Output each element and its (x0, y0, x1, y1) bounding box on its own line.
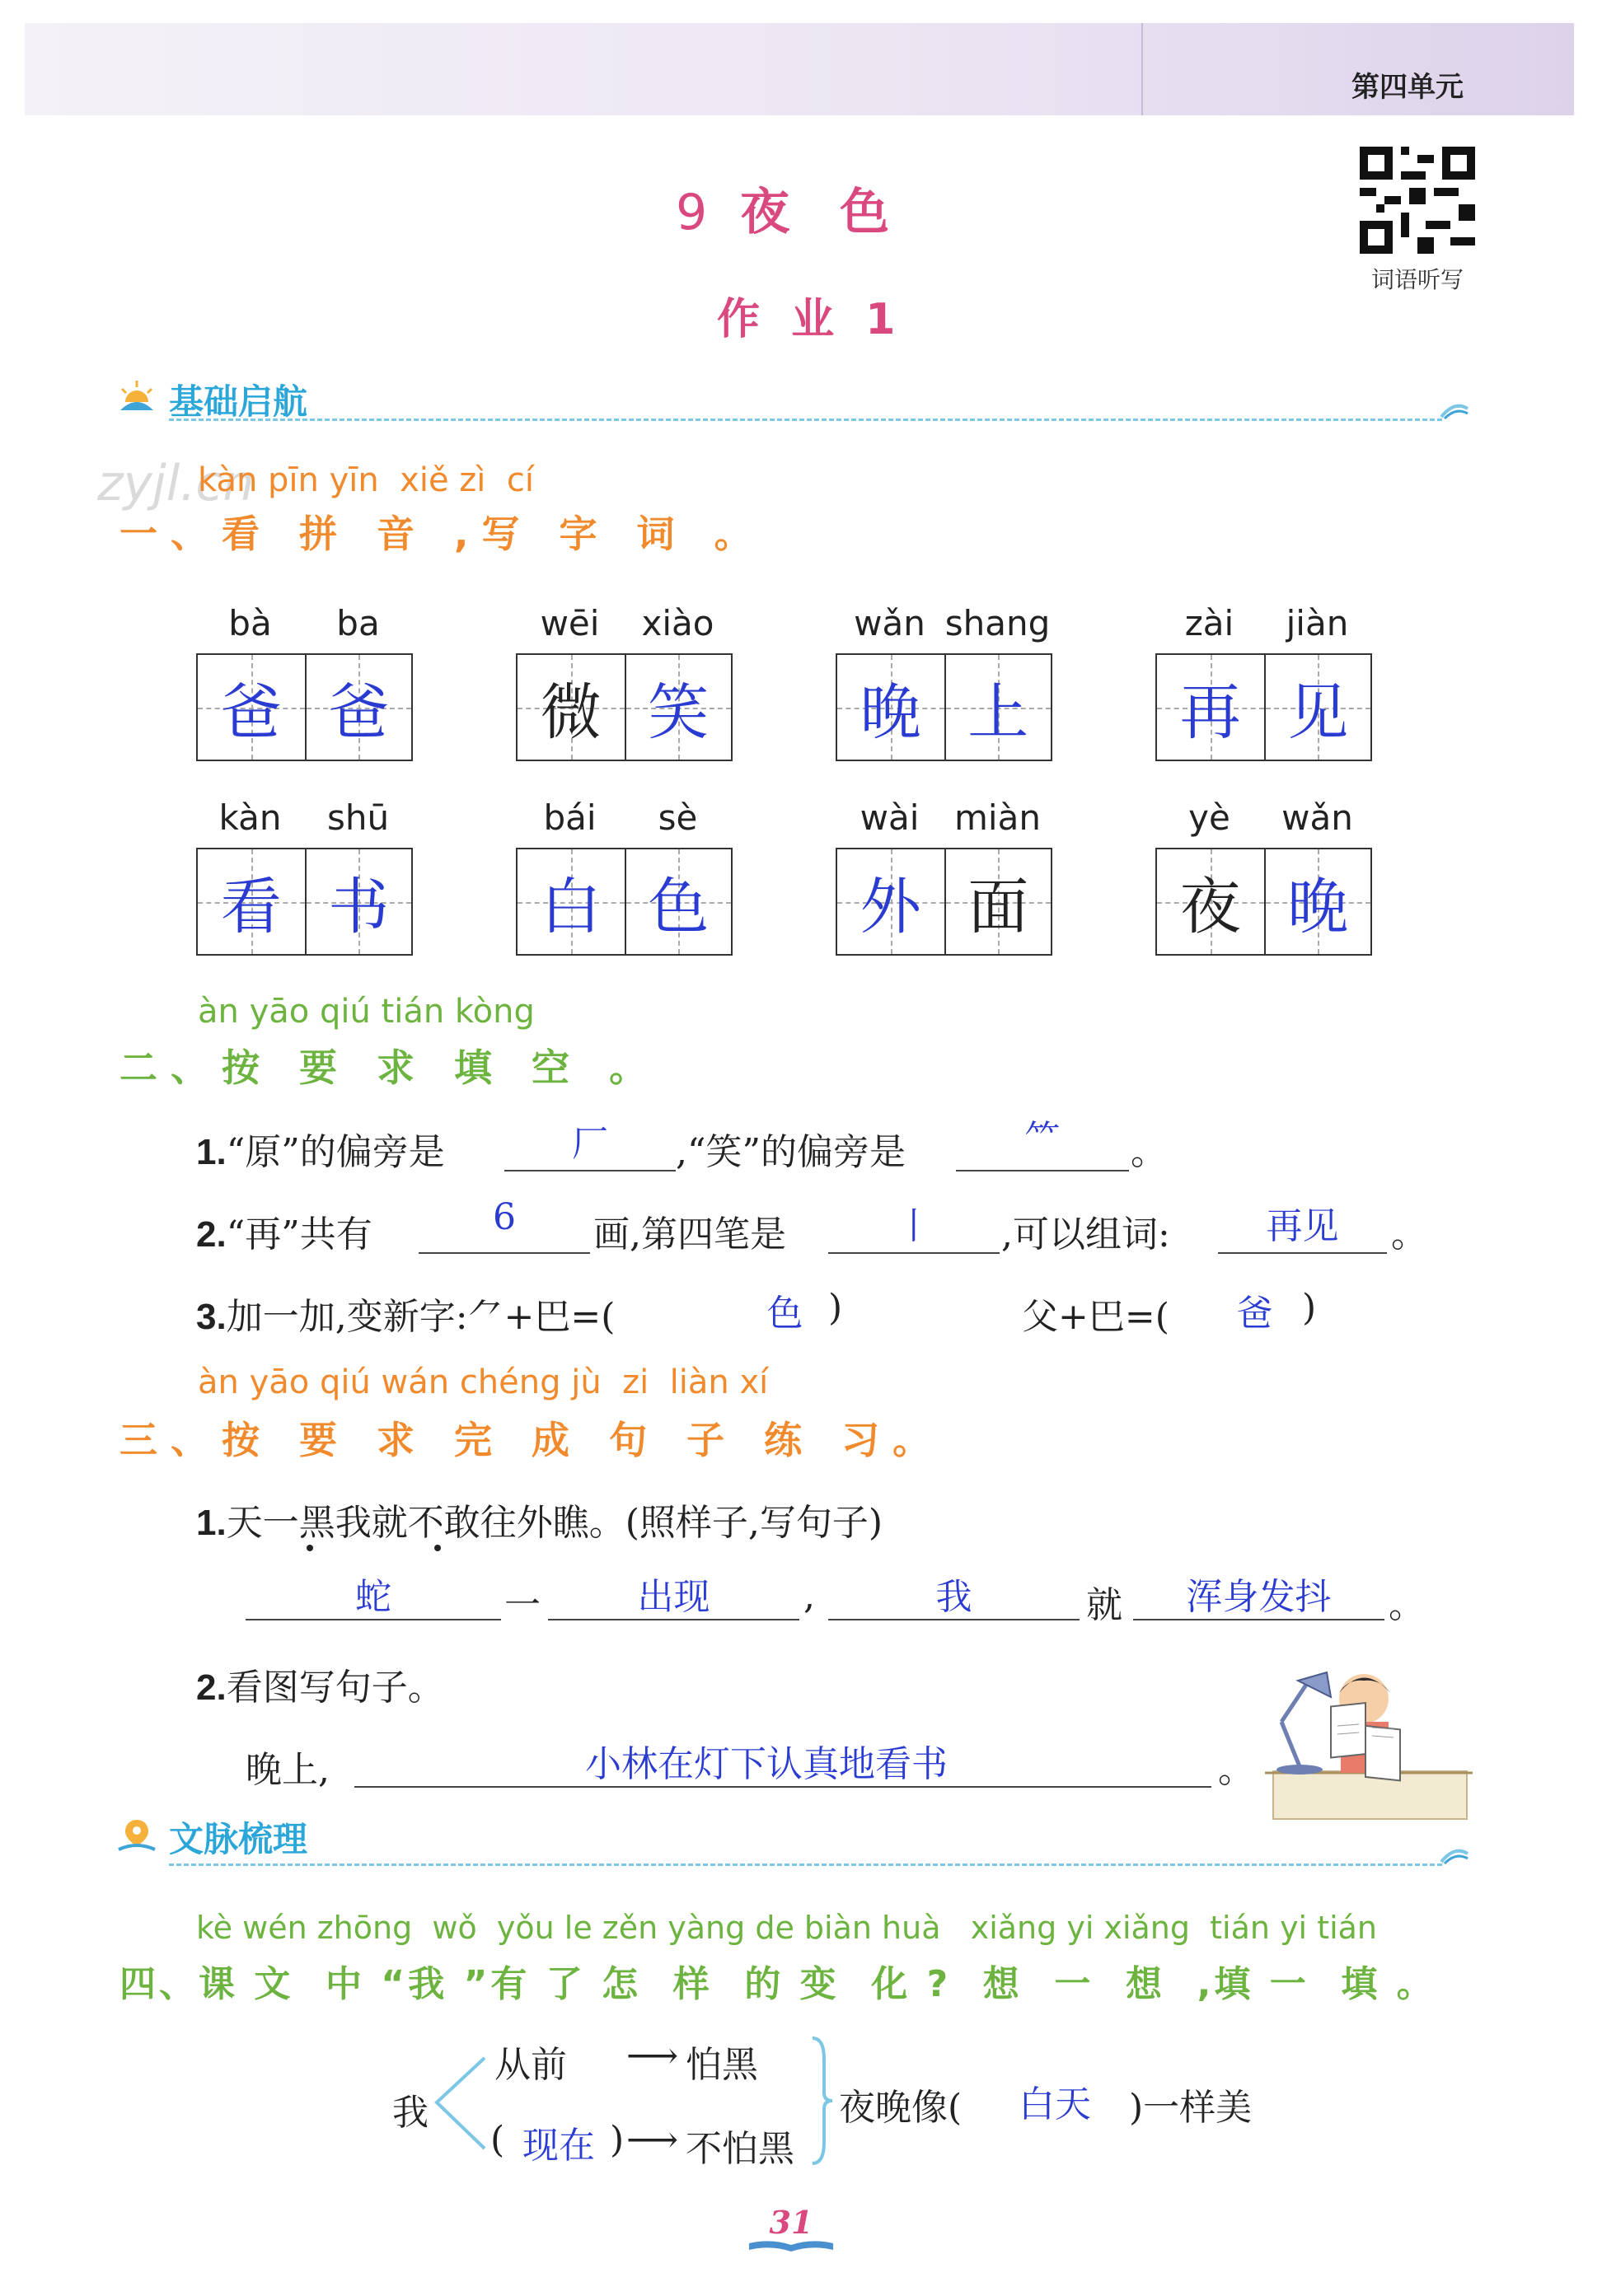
item-number: 1. (196, 1503, 227, 1543)
homework-label: 作 业 1 (717, 295, 904, 344)
q3-text: 一 (504, 1584, 541, 1626)
char-grid (1155, 848, 1372, 956)
pinyin: xiào (641, 603, 714, 643)
q2-text: 。 (1131, 1131, 1167, 1173)
q3-pinyin: àn yāo qiú wán chéng jù zi liàn xí (198, 1363, 769, 1401)
header-divider (1141, 23, 1143, 115)
me-label: 我 (392, 2092, 429, 2134)
char-grid (836, 653, 1052, 761)
closing-brace (809, 2035, 834, 2167)
location-pin-icon (115, 1817, 158, 1854)
night-text: 夜晚像( (839, 2087, 963, 2129)
section-header-text-structure: 文脉梳理 (169, 1819, 308, 1859)
q1-pinyin: kàn pīn yīn xiě zì cí (198, 461, 534, 499)
q2-text: ) (1302, 1287, 1317, 1329)
answer-text: 现在 (522, 2125, 595, 2167)
q2-text: “原”的偏旁是 (226, 1131, 445, 1173)
pinyin: bà (228, 603, 272, 643)
q2-text: ) (828, 1287, 843, 1329)
answer-text: 色 (766, 1293, 803, 1335)
q3-line1 (196, 1493, 883, 1545)
emphasis-dot (307, 1545, 313, 1551)
answer-text: 蛇 (355, 1576, 391, 1618)
lesson-title (676, 173, 906, 244)
lesson-number: 9 (676, 184, 708, 241)
paren: ( (490, 2119, 505, 2161)
pinyin: wài (860, 797, 920, 838)
answer-blank[interactable] (419, 1252, 590, 1254)
swoosh-icon (1438, 1842, 1471, 1867)
pinyin: jiàn (1286, 603, 1349, 643)
answer-text: 再见 (1266, 1205, 1339, 1247)
char-grid (836, 848, 1052, 956)
section-divider (169, 1863, 1442, 1866)
pinyin: wēi (540, 603, 600, 643)
given-char: 面 (967, 871, 1029, 942)
emphasis-dot (434, 1545, 441, 1551)
answer-char: 爸 (328, 676, 390, 748)
arrow: ⟶ (626, 2119, 679, 2161)
answer-char: 外 (860, 871, 921, 942)
answer-text: 浑身发抖 (1186, 1576, 1332, 1618)
unit-label: 第四单元 (1351, 71, 1464, 104)
arrow: ⟶ (626, 2035, 679, 2077)
answer-char: 书 (328, 871, 390, 942)
answer-char: 色 (648, 871, 710, 942)
q3-text: 。 (1218, 1749, 1254, 1791)
answer-blank[interactable] (1218, 1252, 1387, 1254)
answer-text: 厂 (572, 1123, 608, 1165)
q2-line3 (196, 1287, 615, 1340)
char-grid (516, 653, 733, 761)
given-char: 微 (540, 676, 602, 748)
answer-text: 出现 (637, 1576, 710, 1618)
char-grid (1155, 653, 1372, 761)
answer-blank[interactable] (828, 1252, 1000, 1254)
answer-text: ⺮ (1024, 1117, 1061, 1159)
q2-text: 加一加,变新字:⺈+巴=( (226, 1296, 616, 1338)
item-number: 2. (196, 1214, 227, 1255)
item-number: 1. (196, 1132, 227, 1172)
char-grid (196, 653, 413, 761)
answer-char: 上 (967, 676, 1029, 748)
q4-pinyin: kè wén zhōng wǒ yǒu le zěn yàng de biàn huà xiǎng yi xiǎng tián yi tián (196, 1910, 1378, 1946)
answer-char: 见 (1287, 676, 1349, 748)
answer-text: 爸 (1236, 1293, 1273, 1335)
q1-title: 一、看 拼 音 ,写 字 词 。 (119, 512, 766, 556)
qr-code-icon (1360, 147, 1475, 254)
q3-line2 (196, 1658, 444, 1710)
q3-title: 三、按 要 求 完 成 句 子 练 习。 (119, 1418, 944, 1462)
pinyin: shū (326, 797, 390, 838)
section-header-basics: 基础启航 (169, 381, 308, 422)
answer-char: 晚 (1287, 871, 1349, 942)
book-icon (746, 2237, 836, 2255)
q4-title: 四、课 文 中 “我 ”有 了 怎 样 的 变 化 ? 想 一 想 ,填 一 填 。 (119, 1963, 1436, 2005)
q2-text: 。 (1391, 1213, 1427, 1256)
q2-line2 (196, 1204, 372, 1257)
sunrise-icon (115, 377, 158, 415)
boy-reading-illustration (1248, 1656, 1475, 1821)
q2-text: ,“笑”的偏旁是 (676, 1131, 906, 1173)
item-number: 2. (196, 1667, 227, 1708)
q2-text: 画,第四笔是 (593, 1213, 786, 1256)
answer-char: 白 (540, 871, 602, 942)
given-char: 夜 (1179, 871, 1241, 942)
answer-char: 看 (220, 871, 282, 942)
pinyin: miàn (954, 797, 1041, 838)
char-grid (516, 848, 733, 956)
q2-line1 (196, 1122, 445, 1175)
q3-text: 就 (1086, 1584, 1122, 1626)
answer-text: 6 (493, 1196, 516, 1238)
answer-text: 白天 (1019, 2083, 1091, 2125)
answer-text: 我 (935, 1576, 972, 1618)
q3-text: 看图写句子。 (226, 1667, 444, 1709)
paren: ) (610, 2119, 625, 2161)
q3-text: 。 (1389, 1584, 1425, 1626)
watermark: zyjl.cn (97, 455, 255, 512)
section-divider (169, 419, 1442, 421)
night-end: )一样美 (1129, 2087, 1253, 2129)
branch-bracket (430, 2051, 488, 2158)
before-state: 怕黑 (686, 2044, 758, 2086)
answer-text: 小林在灯下认真地看书 (585, 1743, 948, 1785)
pinyin: kàn (218, 797, 282, 838)
q3-text: , (803, 1575, 815, 1617)
pinyin: wǎn (854, 603, 925, 643)
page-number: 31 (769, 2204, 813, 2241)
before-label: 从前 (494, 2044, 567, 2086)
char-grid (196, 848, 413, 956)
answer-char: 晚 (860, 676, 921, 748)
answer-char: 再 (1179, 676, 1241, 748)
pinyin: yè (1188, 797, 1230, 838)
pinyin: shang (944, 603, 1051, 643)
q2-text: 父+巴=( (1022, 1296, 1169, 1338)
q2-pinyin: àn yāo qiú tián kòng (198, 993, 535, 1031)
lesson-title-text: 夜 色 (740, 184, 906, 241)
item-number: 3. (196, 1297, 227, 1337)
pinyin: ba (336, 603, 380, 643)
q2-text: “再”共有 (226, 1213, 372, 1256)
pinyin: zài (1184, 603, 1234, 643)
pinyin: bái (543, 797, 597, 838)
answer-blank[interactable] (956, 1170, 1129, 1171)
qr-caption: 词语听写 (1370, 266, 1464, 293)
q3-text: 天一黑我就不敢往外瞧。(照样子,写句子) (226, 1502, 883, 1544)
answer-char: 笑 (648, 676, 710, 748)
answer-char: 爸 (220, 676, 282, 748)
pinyin: wǎn (1281, 797, 1353, 838)
q2-title: 二、按 要 求 填 空 。 (119, 1045, 661, 1090)
answer-blank[interactable] (504, 1170, 676, 1171)
swoosh-icon (1438, 397, 1471, 422)
header-band (25, 23, 1574, 115)
q3-text: 晚上, (246, 1749, 330, 1791)
answer-text: 丨 (896, 1205, 932, 1247)
pinyin: sè (658, 797, 698, 838)
now-state: 不怕黑 (686, 2128, 794, 2170)
q2-text: ,可以组词: (1001, 1213, 1170, 1256)
